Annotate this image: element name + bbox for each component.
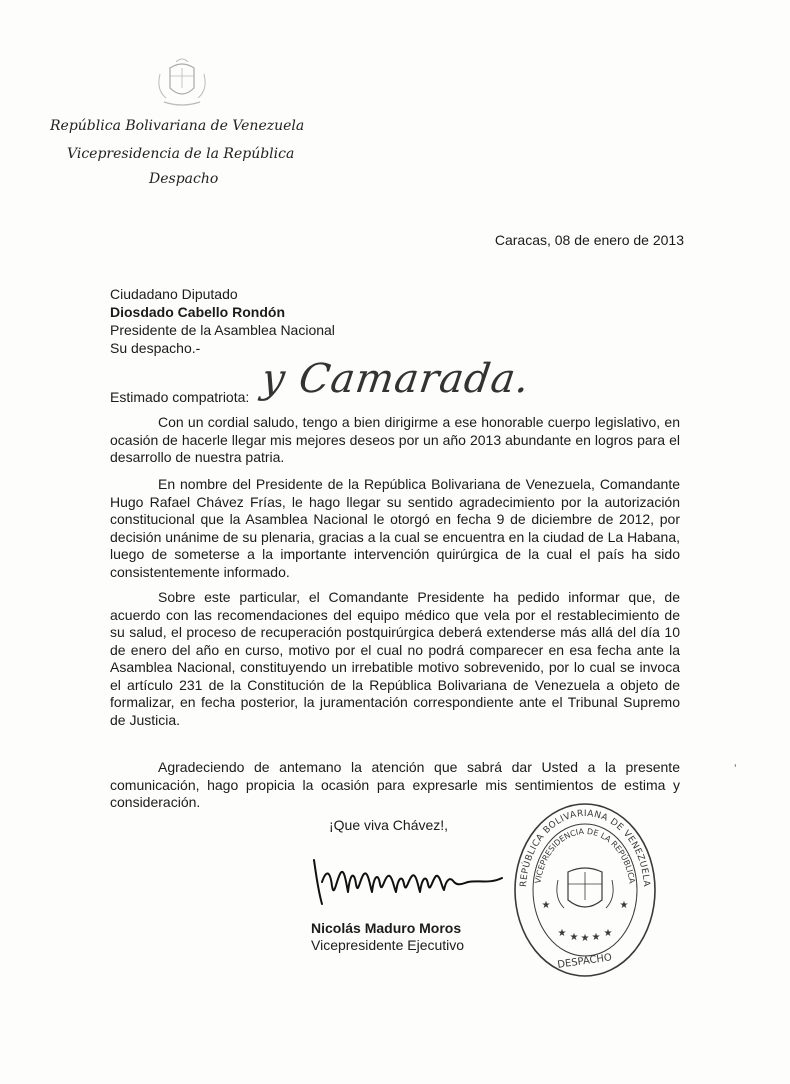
seal-star-icon: ★ [569,932,579,943]
letterhead-vicepresidency: Vicepresidencia de la República [67,146,295,162]
handwritten-greeting: y Camarada. [258,356,533,402]
seal-star-icon: ★ [619,900,629,911]
greeting: Estimado compatriota: [110,389,250,405]
seal-star-icon: ★ [603,928,613,939]
recipient-office: Su despacho.- [110,340,201,356]
closing-line: ¡Que viva Chávez!, [329,817,449,833]
recipient-title: Ciudadano Diputado [110,286,238,302]
letterhead-republic: República Bolivariana de Venezuela [50,118,305,134]
signatory-title: Vicepresidente Ejecutivo [311,937,465,953]
paragraph-1: Con un cordial saludo, tengo a bien dirigirme a ese honorable cuerpo legislativo, en ocasión de hacerle llegar mis mejores deseos por un año 2013 abundante en logros para el desarrollo de nuestra patria. [110,414,680,465]
paragraph-3: Sobre este particular, el Comandante Presidente ha pedido informar que, de acuerdo con las recomendaciones del equipo médico que vela por el restablecimiento de su salud, el proceso de recuperación postquirúrgica deberá extenderse más allá del día 10 de enero del año en curso, motivo por el cual no podrá comparecer en esa fecha ante la Asamblea Nacional, constituyendo un irrebatible motivo sobrevenido, por lo cual se invoca el artículo 231 de la Constitución de la República Bolivariana de Venezuela a objeto de formalizar, en fecha posterior, la juramentación correspondiente ante el Tribunal Supremo de Justicia. [110,589,680,728]
signatory-name: Nicolás Maduro Moros [311,920,462,936]
seal-bottom-text: DESPACHO [556,952,613,971]
seal-inner-text: VICEPRESIDENCIA DE LA REPÚBLICA [533,826,637,885]
paragraph-4: Agradeciendo de antemano la atención que sabrá dar Usted a la presente comunicación, hago propicia la ocasión para expresarle mis sentimientos de estima y consideración. [110,759,680,810]
seal-star-icon: ★ [541,900,551,911]
seal-star-icon: ★ [591,932,601,943]
stray-mark: ʼ [734,762,737,776]
recipient-name: Diosdado Cabello Rondón [110,304,285,320]
letter-date: Caracas, 08 de enero de 2013 [494,232,684,248]
handwritten-signature [306,852,506,912]
letterhead-office: Despacho [149,171,219,187]
seal-outer-text: REPÚBLICA BOLIVARIANA DE VENEZUELA [518,808,651,888]
paragraph-2: En nombre del Presidente de la República Bolivariana de Venezuela, Comandante Hugo Rafael Chávez Frías, le hago llegar su sentido agradecimiento por la autorización constitucional que la Asamblea Nacional le otorgó en fecha 9 de diciembre de 2012, por decisión unánime de su plenaria, gracias a la cual se encuentra en la ciudad de La Habana, luego de someterse a la importante intervención quirúrgica de la cual el país ha sido consistentemente informado. [110,476,680,580]
official-seal-stamp [510,800,660,980]
recipient-role: Presidente de la Asamblea Nacional [110,322,335,338]
seal-star-icon: ★ [580,933,590,944]
seal-star-icon: ★ [557,928,567,939]
coat-of-arms-icon [152,54,212,110]
